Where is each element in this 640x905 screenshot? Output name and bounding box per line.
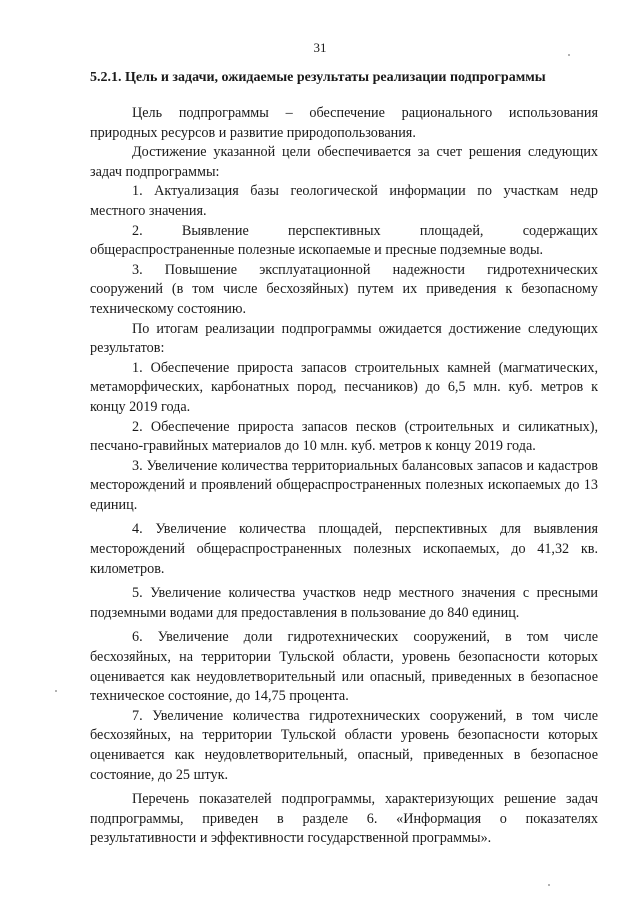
scan-speck (548, 884, 550, 886)
section-heading: 5.2.1. Цель и задачи, ожидаемые результаты реализации подпрограммы (90, 70, 546, 85)
paragraph-indicators: Перечень показателей подпрограммы, характеризующих решение задач подпрограммы, приведен в разделе 6. «Информация о показателях результативности и эффективности государственной программы». (90, 791, 598, 847)
result-item-4: 4. Увеличение количества площадей, перспективных для выявления месторождений общераспространенных полезных ископаемых, до 41,32 кв. километров. (90, 521, 598, 577)
scan-speck (55, 690, 57, 692)
result-item-3: 3. Увеличение количества территориальных балансовых запасов и кадастров месторождений и проявлений общераспространенных полезных ископаемых до 13 единиц. (90, 457, 598, 513)
task-item-2: 2. Выявление перспективных площадей, содержащих общераспространенные полезные ископаемые и пресные подземные воды. (90, 222, 598, 259)
result-item-1: 1. Обеспечение прироста запасов строительных камней (магматических, метаморфических, карбонатных пород, песчаников) до 6,5 млн. куб. метров к концу 2019 года. (90, 359, 598, 415)
result-item-5: 5. Увеличение количества участков недр местного значения с пресными подземными водами для предоставления в пользование до 840 единиц. (90, 585, 598, 621)
result-item-2: 2. Обеспечение прироста запасов песков (строительных и силикатных), песчано-гравийных материалов до 10 млн. куб. метров к концу 2019 года. (90, 418, 598, 455)
paragraph-goal: Цель подпрограммы – обеспечение рационального использования природных ресурсов и развитие природопользования. (90, 105, 598, 141)
task-item-1: 1. Актуализация базы геологической информации по участкам недр местного значения. (90, 183, 598, 219)
task-item-3: 3. Повышение эксплуатационной надежности гидротехнических сооружений (в том числе бесхозяйных) путем их приведения к безопасному техническому состоянию. (90, 261, 598, 317)
paragraph-results-intro: По итогам реализации подпрограммы ожидается достижение следующих результатов: (90, 320, 598, 357)
result-item-7: 7. Увеличение количества гидротехнических сооружений, в том числе бесхозяйных, на территории Тульской области уровень безопасности которых оценивается как неудовлетворительный, опасный, приведенных в безопасное состояние, до 25 штук. (90, 707, 598, 783)
page-number: 31 (313, 40, 327, 55)
body-text (90, 104, 598, 849)
scan-speck (568, 54, 570, 56)
paragraph-tasks-intro: Достижение указанной цели обеспечивается за счет решения следующих задач подпрограммы: (90, 144, 598, 180)
result-item-6: 6. Увеличение доли гидротехнических сооружений, в том числе бесхозяйных, на территории Тульской области, уровень безопасности которых оценивается как неудовлетворительный или опасный, приведенных в безопасное техническое состояние, до 14,75 процента. (90, 629, 598, 705)
